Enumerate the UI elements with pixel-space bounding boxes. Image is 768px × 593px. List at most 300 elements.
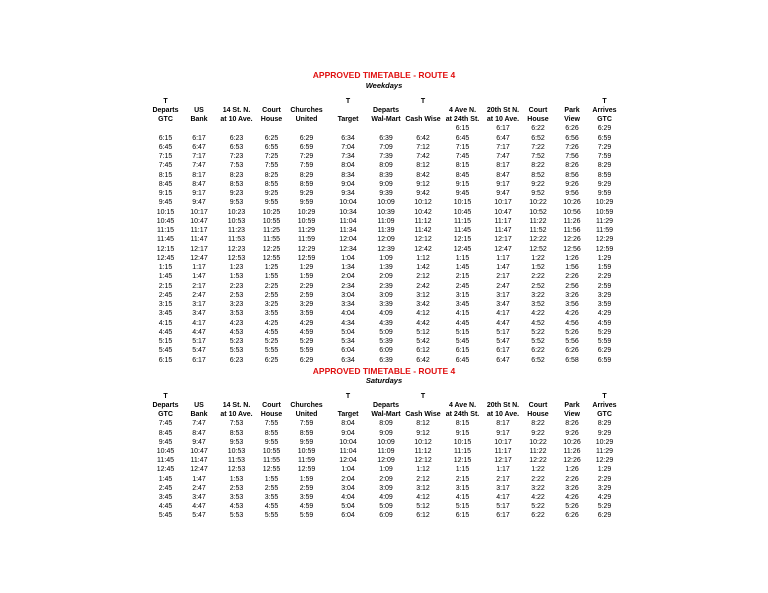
time-cell: 7:59 [299,162,314,170]
time-cell: 12:29 [297,245,316,253]
table-row [148,493,618,502]
time-cell: 2:59 [299,291,314,299]
time-cell: 3:29 [597,484,612,492]
time-cell: 7:45 [455,153,470,161]
table-row [148,429,618,438]
time-cell: 6:15 [455,347,470,355]
time-cell: 9:09 [379,429,393,437]
time-cell: 6:47 [192,143,206,151]
time-cell: 6:17 [496,125,510,133]
time-cell: 8:47 [496,171,510,179]
time-cell: 7:29 [597,143,612,151]
time-cell: 3:15 [455,484,470,492]
column-header: House [260,115,283,123]
time-cell: 6:29 [597,347,612,355]
time-cell: 12:22 [529,457,547,465]
time-cell [183,124,215,133]
column-header: Bank [190,115,208,123]
time-cell: 4:09 [379,494,393,502]
time-cell: 11:47 [190,457,208,465]
time-cell: 1:47 [192,273,206,281]
time-cell: 11:17 [190,227,208,235]
time-cell: 8:15 [455,420,470,428]
table-row [148,319,618,328]
time-cell: 3:15 [455,291,470,299]
table-row [148,456,618,465]
time-cell: 12:09 [377,457,395,465]
column-header: Wal-Mart [371,115,401,123]
time-cell: 10:52 [529,208,547,216]
time-cell: 4:04 [341,310,355,318]
time-cell: 5:04 [341,503,355,511]
time-cell: 5:17 [192,338,206,346]
time-cell: 5:17 [496,503,510,511]
table-row [148,226,618,235]
time-cell: 6:42 [416,356,430,364]
column-header: US [194,401,204,409]
column-header: Target [337,115,359,123]
time-cell: 4:55 [264,503,279,511]
header-row [148,116,618,125]
time-cell: 7:26 [565,143,579,151]
time-cell: 11:09 [377,448,395,455]
time-cell: 5:34 [341,338,355,346]
time-cell: 4:26 [565,494,579,502]
time-cell: 9:59 [299,199,314,207]
time-cell: 9:04 [341,429,355,437]
time-cell: 9:12 [416,180,430,188]
time-cell: 11:04 [339,217,357,225]
time-cell: 2:09 [379,273,393,281]
time-cell: 5:53 [229,347,244,355]
column-header: Bank [190,410,208,418]
column-header [183,393,215,402]
time-cell: 9:59 [597,190,612,198]
time-cell: 2:17 [192,282,206,290]
time-cell: 8:59 [299,429,314,437]
table-row [148,447,618,456]
time-cell: 11:15 [454,217,471,225]
table-row [148,152,618,161]
header-row [148,411,618,420]
time-cell: 6:17 [496,512,510,520]
time-cell: 9:55 [264,199,279,207]
time-cell: 9:56 [565,190,579,198]
table-row [148,189,618,198]
table-row [148,143,618,152]
time-cell: 2:34 [341,282,355,290]
time-cell: 3:47 [192,310,206,318]
time-cell: 12:45 [156,254,175,262]
column-header [442,393,483,402]
time-cell: 7:47 [496,153,510,161]
time-cell: 11:12 [414,217,432,225]
time-cell: 6:42 [416,134,430,142]
time-cell: 1:53 [229,273,244,281]
time-cell: 8:04 [341,420,355,428]
time-cell: 8:55 [264,180,279,188]
time-cell: 5:59 [299,347,314,355]
time-cell: 10:04 [339,199,357,207]
time-cell: 11:45 [157,457,174,465]
time-cell: 10:15 [453,438,472,446]
time-cell: 9:59 [299,438,314,446]
column-header [285,393,328,402]
time-cell: 1:39 [379,264,393,272]
time-cell: 3:04 [341,291,355,299]
time-cell: 5:55 [264,347,279,355]
time-cell: 6:59 [597,356,612,364]
table-row [148,438,618,447]
time-cell: 11:04 [339,448,357,455]
table-row [148,217,618,226]
time-cell: 1:23 [229,264,244,272]
time-cell: 11:17 [494,448,512,455]
time-cell: 3:39 [379,301,393,309]
time-cell: 7:55 [264,162,279,170]
time-cell: 3:52 [531,301,545,309]
time-cell: 4:29 [597,310,612,318]
time-cell: 4:12 [416,310,430,318]
table-row [148,291,618,300]
time-cell: 3:15 [158,301,173,309]
time-cell: 3:09 [379,484,393,492]
column-header: GTC [597,115,612,123]
column-header: Departs [152,401,179,409]
table-row [148,346,618,355]
weekdays-title: APPROVED TIMETABLE - ROUTE 4 [312,70,456,80]
time-cell: 3:34 [341,301,355,309]
column-header: Cash Wise [405,410,441,418]
time-cell: 3:12 [416,484,430,492]
time-cell: 9:04 [341,180,355,188]
time-cell: 12:53 [227,254,246,262]
time-cell: 4:59 [299,328,314,336]
time-cell: 10:56 [563,208,581,216]
time-cell: 2:45 [158,484,173,492]
time-cell: 8:17 [496,420,510,428]
time-cell: 11:45 [157,236,174,244]
column-header: 14 St. N. [222,401,251,409]
time-cell: 12:12 [414,236,432,244]
column-header: House [527,115,549,123]
table-row [148,282,618,291]
time-cell: 3:22 [531,484,545,492]
time-cell: 1:26 [565,254,579,262]
time-cell: 5:29 [299,338,314,346]
time-cell: 11:25 [263,227,280,235]
time-cell: 2:15 [158,282,173,290]
table-row [148,254,618,263]
time-cell: 5:29 [597,503,612,511]
time-cell: 9:47 [192,438,206,446]
time-cell: 6:15 [158,134,173,142]
time-cell: 7:53 [229,162,244,170]
time-cell: 6:45 [455,356,470,364]
time-cell: 6:12 [416,512,430,520]
time-cell: 8:29 [597,162,612,170]
time-cell: 1:45 [158,273,173,281]
time-cell: 7:29 [299,153,314,161]
table-row [148,180,618,189]
column-header: Wal-Mart [371,410,401,418]
column-header: Departs [372,106,400,114]
time-cell: 11:15 [157,227,174,235]
time-cell: 1:52 [531,264,545,272]
time-cell: 5:29 [597,328,612,336]
time-cell: 10:42 [414,208,432,216]
header-row [148,402,618,411]
time-cell: 4:59 [299,503,314,511]
time-cell: 5:09 [379,328,393,336]
time-cell: 9:53 [229,438,244,446]
time-cell: 2:26 [565,273,579,281]
time-cell: 10:47 [190,448,208,455]
time-cell: 1:47 [192,475,206,483]
time-cell: 2:29 [597,475,612,483]
time-cell: 11:53 [228,236,245,244]
time-cell: 8:29 [597,420,612,428]
time-cell: 9:26 [565,429,579,437]
column-header: Departs [152,106,179,114]
column-header: T [602,393,607,400]
time-cell: 12:29 [595,236,614,244]
time-cell: 7:55 [264,420,279,428]
time-cell: 2:47 [192,484,206,492]
time-cell: 6:22 [531,512,545,520]
time-cell: 8:59 [299,180,314,188]
time-cell: 9:17 [496,180,510,188]
time-cell: 9:17 [192,190,206,198]
time-cell: 5:25 [264,338,279,346]
time-cell: 4:12 [416,494,430,502]
table-row [148,337,618,346]
time-cell: 6:45 [158,143,173,151]
column-header: 4 Ave N. [448,106,477,114]
time-cell: 10:29 [297,208,316,216]
column-header: Churches [290,106,323,114]
time-cell: 2:15 [455,273,470,281]
time-cell: 12:23 [227,245,246,253]
time-cell: 12:22 [529,236,547,244]
time-cell: 1:42 [416,264,430,272]
time-cell: 6:17 [496,347,510,355]
time-cell: 4:47 [496,319,510,327]
time-cell: 1:47 [496,264,510,272]
time-cell: 9:15 [455,180,470,188]
time-cell: 9:45 [158,199,173,207]
time-cell: 2:22 [531,475,545,483]
time-cell [404,124,442,133]
time-cell: 5:45 [158,347,173,355]
time-cell: 2:55 [264,484,279,492]
table-row [148,124,618,133]
time-cell: 1:26 [565,466,579,474]
column-header: View [564,410,580,418]
time-cell: 12:25 [262,245,281,253]
time-cell: 4:59 [597,319,612,327]
time-cell: 4:09 [379,310,393,318]
time-cell: 5:45 [455,338,470,346]
header-row [148,107,618,116]
time-cell: 2:23 [229,282,244,290]
time-cell: 12:45 [453,245,472,253]
time-cell: 2:04 [341,273,355,281]
column-header: House [260,410,283,418]
time-cell: 1:04 [341,466,355,474]
table-row [148,502,618,511]
time-cell: 12:55 [262,466,281,474]
time-cell: 3:22 [531,291,545,299]
time-cell: 10:17 [494,438,512,446]
time-cell: 9:45 [158,438,173,446]
column-header: Court [262,401,281,409]
time-cell: 7:15 [158,153,173,161]
time-cell: 7:23 [229,153,244,161]
time-cell: 7:22 [531,143,545,151]
time-cell: 4:15 [455,494,470,502]
time-cell: 6:29 [597,512,612,520]
time-cell: 5:47 [192,512,206,520]
time-cell: 8:47 [192,180,206,188]
time-cell: 1:55 [264,475,279,483]
column-header: GTC [597,410,612,418]
time-cell: 4:34 [341,319,355,327]
column-header: US [194,106,204,114]
time-cell: 7:56 [565,153,579,161]
time-cell: 10:26 [563,438,581,446]
time-cell: 4:39 [379,319,393,327]
time-cell: 1:22 [531,466,545,474]
time-cell: 8:47 [192,429,206,437]
time-cell: 3:29 [597,291,612,299]
column-header [368,393,404,402]
time-cell: 9:26 [565,180,579,188]
column-header [483,98,523,107]
saturdays-title: APPROVED TIMETABLE - ROUTE 4 [312,366,456,376]
time-cell: 6:26 [565,512,579,520]
time-cell: 5:15 [455,328,470,336]
time-cell: 11:29 [298,227,315,235]
time-cell [148,124,183,133]
time-cell: 12:15 [453,457,472,465]
time-cell: 12:34 [339,245,357,253]
time-cell: 1:55 [264,273,279,281]
time-cell: 10:59 [595,208,614,216]
column-header [258,393,285,402]
column-header: T [163,393,168,400]
time-cell: 11:17 [494,217,512,225]
time-cell: 4:26 [565,310,579,318]
time-cell: 1:04 [341,254,355,262]
time-cell: 2:47 [496,282,510,290]
time-cell: 4:45 [158,328,173,336]
time-cell: 8:52 [531,171,545,179]
time-cell: 12:47 [494,245,512,253]
column-header [483,393,523,402]
time-cell: 12:17 [494,457,512,465]
time-cell: 1:45 [158,475,173,483]
time-cell: 1:12 [416,466,430,474]
time-cell: 3:55 [264,494,279,502]
time-cell: 5:42 [416,338,430,346]
time-cell: 9:23 [229,190,244,198]
time-cell: 6:52 [531,134,545,142]
time-cell: 6:22 [531,347,545,355]
time-cell: 12:17 [494,236,512,244]
time-cell: 5:22 [531,328,545,336]
time-cell: 1:09 [379,254,393,262]
column-header: 20th St N. [486,401,520,409]
time-cell: 7:45 [158,162,173,170]
time-cell: 4:53 [229,503,244,511]
time-cell: 8:23 [229,171,244,179]
time-cell: 9:22 [531,180,545,188]
time-cell: 9:45 [455,190,470,198]
column-header [442,98,483,107]
time-cell: 1:59 [597,264,612,272]
time-cell: 2:17 [496,475,510,483]
column-header: Churches [290,401,323,409]
time-cell: 4:47 [192,328,206,336]
time-cell: 2:42 [416,282,430,290]
time-cell: 12:29 [595,457,614,465]
time-cell: 6:53 [229,143,244,151]
time-cell: 5:22 [531,503,545,511]
time-cell: 4:42 [416,319,430,327]
time-cell: 6:47 [496,134,510,142]
time-cell: 12:55 [262,254,281,262]
column-header: Court [528,401,548,409]
time-cell: 1:17 [496,254,510,262]
time-cell: 9:09 [379,180,393,188]
time-cell [258,124,285,133]
time-cell: 1:59 [299,273,314,281]
time-cell: 8:55 [264,429,279,437]
time-cell: 3:12 [416,291,430,299]
column-header: Arrives [592,106,617,114]
time-cell: 10:25 [262,208,281,216]
time-cell: 2:12 [416,475,430,483]
time-cell: 6:29 [299,356,314,364]
time-cell: 12:42 [414,245,432,253]
time-cell: 3:47 [192,494,206,502]
header-row [148,98,618,107]
time-cell: 7:42 [416,153,430,161]
time-cell: 10:53 [227,217,246,225]
time-cell: 6:09 [379,512,393,520]
time-cell: 3:29 [299,301,314,309]
time-cell: 10:26 [563,199,581,207]
time-cell: 10:34 [339,208,357,216]
time-cell: 8:39 [379,171,393,179]
time-cell: 10:59 [297,448,316,455]
time-cell: 2:22 [531,273,545,281]
time-cell: 2:12 [416,273,430,281]
column-header: Target [337,410,359,418]
column-header: at 10 Ave. [220,410,253,418]
table-row [148,171,618,180]
table-row [148,198,618,207]
time-cell: 10:22 [529,438,547,446]
time-cell: 6:52 [531,356,545,364]
time-cell: 6:23 [229,134,244,142]
time-cell: 6:17 [192,134,206,142]
time-cell: 12:12 [414,457,432,465]
time-cell: 10:22 [529,199,547,207]
time-cell: 6:56 [565,134,579,142]
column-header [523,393,553,402]
